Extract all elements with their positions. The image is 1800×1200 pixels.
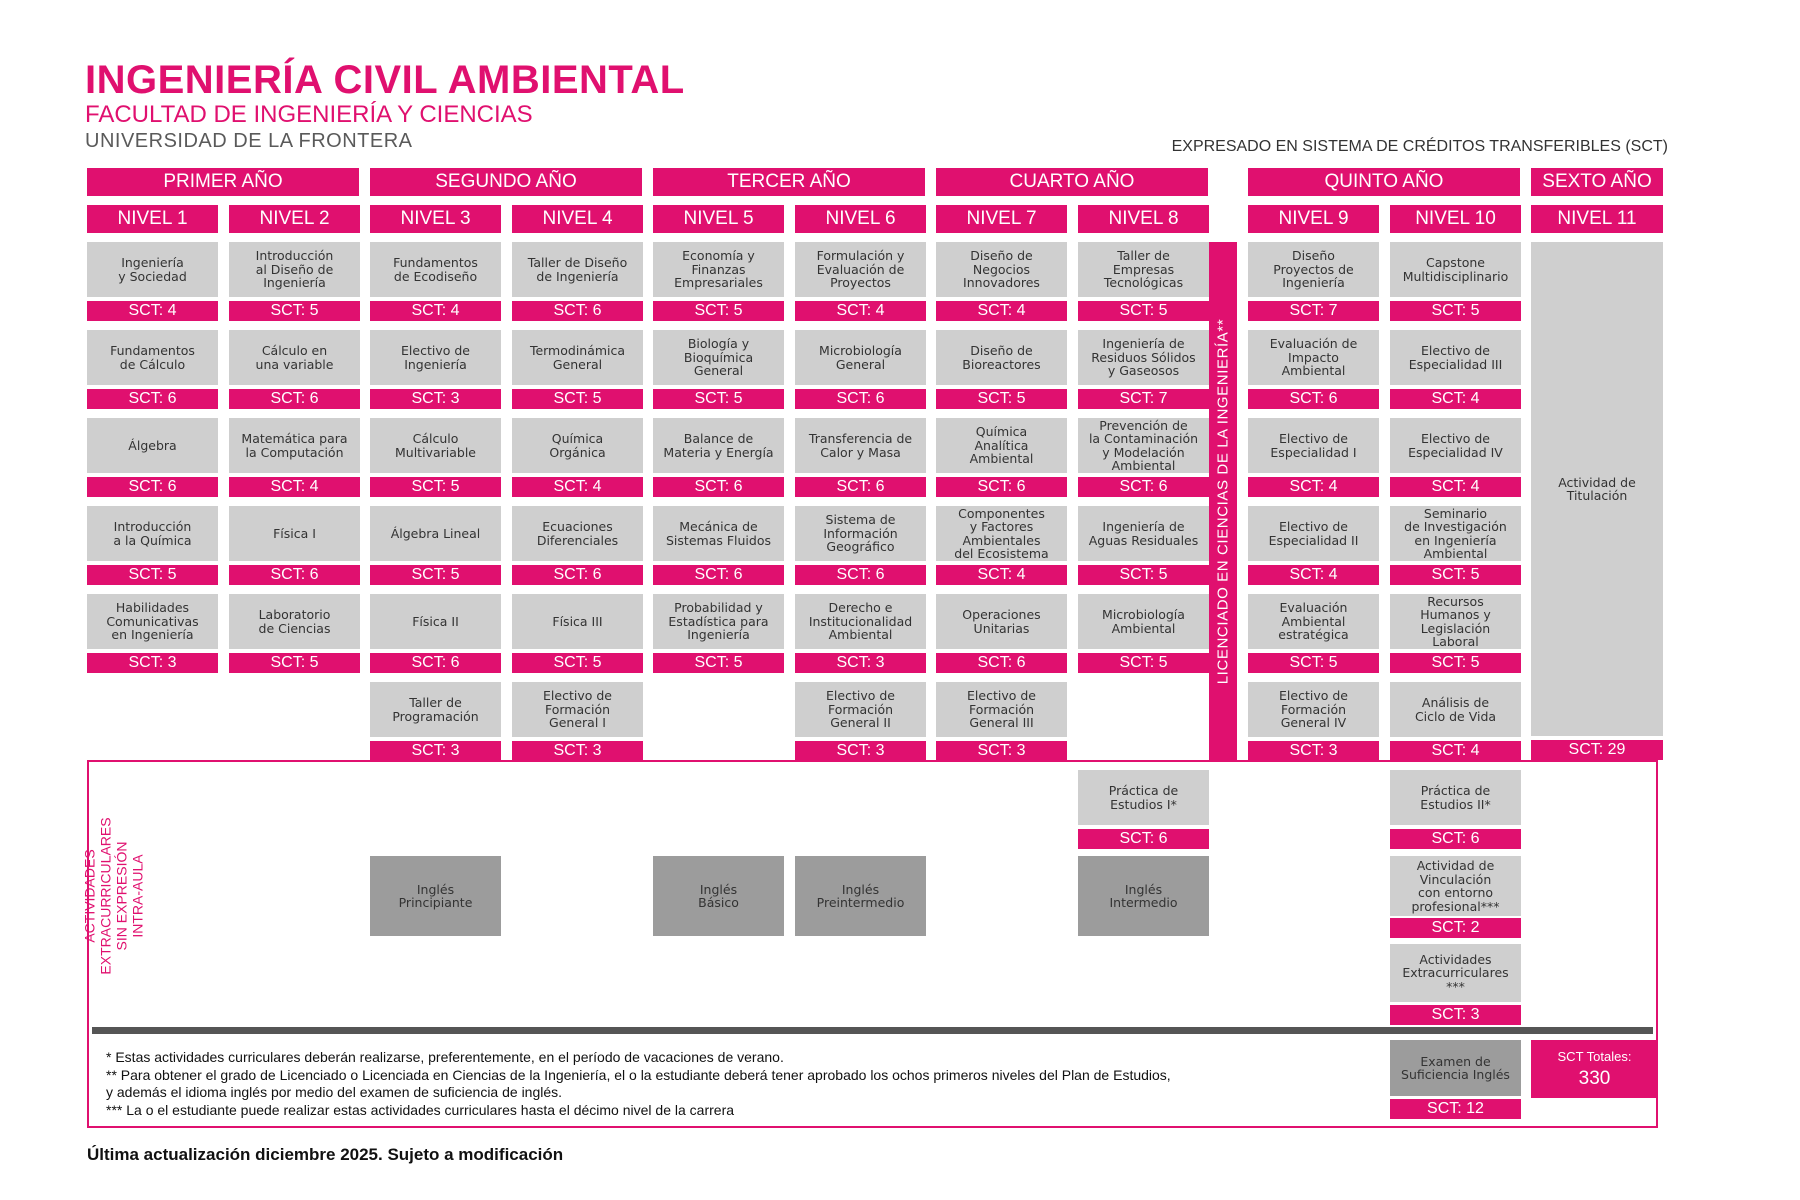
course-sct: SCT: 7 (1078, 389, 1209, 409)
year-header-1: PRIMER AÑO (87, 168, 359, 196)
course-box: Microbiología General (795, 330, 926, 385)
level-header-8: NIVEL 8 (1078, 205, 1209, 233)
course-sct: SCT: 3 (87, 653, 218, 673)
course-sct: SCT: 5 (1390, 653, 1521, 673)
course-sct: SCT: 5 (1248, 653, 1379, 673)
course-sct: SCT: 6 (1248, 389, 1379, 409)
credits-note: EXPRESADO EN SISTEMA DE CRÉDITOS TRANSFERIBLES (SCT) (1171, 138, 1668, 155)
course-box: Electivo de Especialidad II (1248, 506, 1379, 561)
course-sct: SCT: 4 (1248, 477, 1379, 497)
course-box: Seminario de Investigación en Ingeniería Ambiental (1390, 506, 1521, 561)
course-box: Introducción a la Química (87, 506, 218, 561)
footnote: * Estas actividades curriculares deberán realizarse, preferentemente, en el período de vacaciones de verano. (106, 1049, 784, 1065)
year-header-3: TERCER AÑO (653, 168, 925, 196)
level-header-5: NIVEL 5 (653, 205, 784, 233)
course-box: Electivo de Especialidad III (1390, 330, 1521, 385)
sct-totals-label: SCT Totales: (1557, 1048, 1632, 1064)
level-header-4: NIVEL 4 (512, 205, 643, 233)
course-sct: SCT: 6 (87, 389, 218, 409)
course-box: Operaciones Unitarias (936, 594, 1067, 649)
course-sct: SCT: 6 (936, 477, 1067, 497)
course-sct: SCT: 5 (1078, 653, 1209, 673)
level-header-9: NIVEL 9 (1248, 205, 1379, 233)
course-sct: SCT: 4 (936, 301, 1067, 321)
course-sct: SCT: 5 (229, 301, 360, 321)
course-box: Prevención de la Contaminación y Modelación Ambiental (1078, 418, 1209, 473)
course-box: Fundamentos de Cálculo (87, 330, 218, 385)
footnotes (106, 1049, 1366, 1119)
course-sct: SCT: 5 (512, 389, 643, 409)
year-header-2: SEGUNDO AÑO (370, 168, 642, 196)
last-updated-note: Última actualización diciembre 2025. Sujeto a modificación (87, 1145, 564, 1164)
course-sct: SCT: 6 (653, 477, 784, 497)
university-name: UNIVERSIDAD DE LA FRONTERA (85, 130, 413, 152)
course-box: Electivo de Formación General IV (1248, 682, 1379, 737)
course-box: Fundamentos de Ecodiseño (370, 242, 501, 297)
sct-practica-2: SCT: 6 (1390, 829, 1521, 849)
course-box: Matemática para la Computación (229, 418, 360, 473)
english-basico: Inglés Básico (653, 856, 784, 936)
course-box: Probabilidad y Estadística para Ingeniería (653, 594, 784, 649)
year-header-5: QUINTO AÑO (1248, 168, 1520, 196)
course-sct: SCT: 5 (229, 653, 360, 673)
course-sct: SCT: 5 (653, 389, 784, 409)
course-extracurriculares: Actividades Extracurriculares *** (1390, 944, 1521, 1002)
course-box: Biología y Bioquímica General (653, 330, 784, 385)
course-box: Electivo de Formación General III (936, 682, 1067, 737)
course-box: Laboratorio de Ciencias (229, 594, 360, 649)
course-sct: SCT: 5 (1390, 301, 1521, 321)
page-title: INGENIERÍA CIVIL AMBIENTAL (85, 58, 685, 102)
course-sct: SCT: 6 (512, 565, 643, 585)
level-header-11: NIVEL 11 (1531, 205, 1663, 233)
course-sct: SCT: 4 (370, 301, 501, 321)
sct-vinculacion: SCT: 2 (1390, 918, 1521, 938)
course-sct: SCT: 4 (1248, 565, 1379, 585)
course-sct: SCT: 3 (370, 741, 501, 761)
course-sct: SCT: 6 (653, 565, 784, 585)
course-practica-2: Práctica de Estudios II* (1390, 770, 1521, 825)
course-vinculacion: Actividad de Vinculación con entorno profesional*** (1390, 856, 1521, 916)
level-header-6: NIVEL 6 (795, 205, 926, 233)
footnote: *** La o el estudiante puede realizar estas actividades curriculares hasta el décimo nivel de la carrera (106, 1101, 735, 1118)
course-sct: SCT: 5 (653, 653, 784, 673)
course-sct: SCT: 7 (1248, 301, 1379, 321)
course-box: Capstone Multidisciplinario (1390, 242, 1521, 297)
course-box: Química Orgánica (512, 418, 643, 473)
course-box: Introducción al Diseño de Ingeniería (229, 242, 360, 297)
course-sct: SCT: 6 (795, 477, 926, 497)
course-sct: SCT: 4 (1390, 741, 1521, 761)
course-box: Balance de Materia y Energía (653, 418, 784, 473)
course-box: Habilidades Comunicativas en Ingeniería (87, 594, 218, 649)
course-box: Electivo de Especialidad I (1248, 418, 1379, 473)
course-box: Física III (512, 594, 643, 649)
course-box: Termodinámica General (512, 330, 643, 385)
course-sct: SCT: 6 (87, 477, 218, 497)
course-titulacion: Actividad de Titulación (1531, 242, 1663, 736)
english-preintermedio: Inglés Preintermedio (795, 856, 926, 936)
english-principiante: Inglés Principiante (370, 856, 501, 936)
course-box: Ingeniería de Aguas Residuales (1078, 506, 1209, 561)
course-box: Taller de Diseño de Ingeniería (512, 242, 643, 297)
course-sct: SCT: 6 (936, 653, 1067, 673)
course-sct: SCT: 5 (936, 389, 1067, 409)
course-box: Análisis de Ciclo de Vida (1390, 682, 1521, 737)
year-header-4: CUARTO AÑO (936, 168, 1208, 196)
licenciado-label: LICENCIADO EN CIENCIAS DE LA INGENIERÍA** (1214, 318, 1232, 684)
course-sct: SCT: 6 (370, 653, 501, 673)
divider-bar (92, 1027, 1653, 1034)
course-sct: SCT: 4 (936, 565, 1067, 585)
course-box: Electivo de Especialidad IV (1390, 418, 1521, 473)
course-sct: SCT: 6 (795, 389, 926, 409)
sct-totals (1531, 1040, 1658, 1098)
course-sct: SCT: 5 (653, 301, 784, 321)
course-box: Derecho e Institucionalidad Ambiental (795, 594, 926, 649)
course-box: Taller de Programación (370, 682, 501, 737)
course-box: Recursos Humanos y Legislación Laboral (1390, 594, 1521, 649)
course-box: Electivo de Formación General II (795, 682, 926, 737)
sct-examen-ingles: SCT: 12 (1390, 1099, 1521, 1119)
course-sct: SCT: 4 (229, 477, 360, 497)
course-sct: SCT: 6 (229, 389, 360, 409)
course-sct: SCT: 3 (795, 653, 926, 673)
level-header-7: NIVEL 7 (936, 205, 1067, 233)
course-box: Evaluación de Impacto Ambiental (1248, 330, 1379, 385)
english-intermedio: Inglés Intermedio (1078, 856, 1209, 936)
course-box: Cálculo en una variable (229, 330, 360, 385)
course-box: Física II (370, 594, 501, 649)
course-box: Ingeniería de Residuos Sólidos y Gaseosos (1078, 330, 1209, 385)
course-box: Microbiología Ambiental (1078, 594, 1209, 649)
sct-extracurriculares: SCT: 3 (1390, 1005, 1521, 1025)
course-sct: SCT: 3 (370, 389, 501, 409)
course-examen-ingles: Examen de Suficiencia Inglés (1390, 1040, 1521, 1096)
course-box: Ingeniería y Sociedad (87, 242, 218, 297)
course-box: Álgebra (87, 418, 218, 473)
course-box: Economía y Finanzas Empresariales (653, 242, 784, 297)
course-box: Taller de Empresas Tecnológicas (1078, 242, 1209, 297)
faculty-name: FACULTAD DE INGENIERÍA Y CIENCIAS (85, 101, 533, 128)
course-sct: SCT: 5 (1078, 301, 1209, 321)
course-box: Diseño de Bioreactores (936, 330, 1067, 385)
course-sct: SCT: 5 (370, 565, 501, 585)
course-box: Álgebra Lineal (370, 506, 501, 561)
course-sct: SCT: 5 (1078, 565, 1209, 585)
course-sct: SCT: 4 (87, 301, 218, 321)
course-sct: SCT: 5 (87, 565, 218, 585)
sct-practica-1: SCT: 6 (1078, 829, 1209, 849)
course-sct: SCT: 6 (795, 565, 926, 585)
footnote: ** Para obtener el grado de Licenciado o Licenciada en Ciencias de la Ingeniería, el o la estudiante deberá tener aprobado los ochos primeros niveles del Plan de Estudios, (106, 1066, 1171, 1083)
course-sct: SCT: 6 (1078, 477, 1209, 497)
course-sct: SCT: 3 (1248, 741, 1379, 761)
course-sct: SCT: 5 (370, 477, 501, 497)
course-box: Evaluación Ambiental estratégica (1248, 594, 1379, 649)
course-sct: SCT: 4 (795, 301, 926, 321)
course-box: Cálculo Multivariable (370, 418, 501, 473)
course-sct: SCT: 4 (1390, 477, 1521, 497)
course-box: Química Analítica Ambiental (936, 418, 1067, 473)
course-sct: SCT: 3 (512, 741, 643, 761)
extracurricular-label: ACTIVIDADES EXTRACURRICULARES SIN EXPRESIÓN INTRA-AULA (82, 817, 147, 975)
level-header-2: NIVEL 2 (229, 205, 360, 233)
footnote: y además el idioma inglés por medio del examen de suficiencia de inglés. (106, 1084, 563, 1100)
course-box: Componentes y Factores Ambientales del Ecosistema (936, 506, 1067, 561)
sct-totals-value: 330 (1578, 1067, 1611, 1089)
course-box: Electivo de Ingeniería (370, 330, 501, 385)
course-box: Formulación y Evaluación de Proyectos (795, 242, 926, 297)
course-box: Física I (229, 506, 360, 561)
year-header-6: SEXTO AÑO (1531, 168, 1663, 196)
course-practica-1: Práctica de Estudios I* (1078, 770, 1209, 825)
level-header-1: NIVEL 1 (87, 205, 218, 233)
course-sct: SCT: 4 (512, 477, 643, 497)
course-box: Electivo de Formación General I (512, 682, 643, 737)
course-sct: SCT: 3 (795, 741, 926, 761)
course-box: Diseño Proyectos de Ingeniería (1248, 242, 1379, 297)
course-sct: SCT: 4 (1390, 389, 1521, 409)
course-sct: SCT: 5 (512, 653, 643, 673)
course-box: Diseño de Negocios Innovadores (936, 242, 1067, 297)
level-header-10: NIVEL 10 (1390, 205, 1521, 233)
course-box: Ecuaciones Diferenciales (512, 506, 643, 561)
sct-titulacion: SCT: 29 (1531, 740, 1663, 760)
course-box: Sistema de Información Geográfico (795, 506, 926, 561)
level-header-3: NIVEL 3 (370, 205, 501, 233)
course-box: Transferencia de Calor y Masa (795, 418, 926, 473)
course-sct: SCT: 6 (512, 301, 643, 321)
course-sct: SCT: 5 (1390, 565, 1521, 585)
course-sct: SCT: 6 (229, 565, 360, 585)
course-box: Mecánica de Sistemas Fluidos (653, 506, 784, 561)
course-sct: SCT: 3 (936, 741, 1067, 761)
